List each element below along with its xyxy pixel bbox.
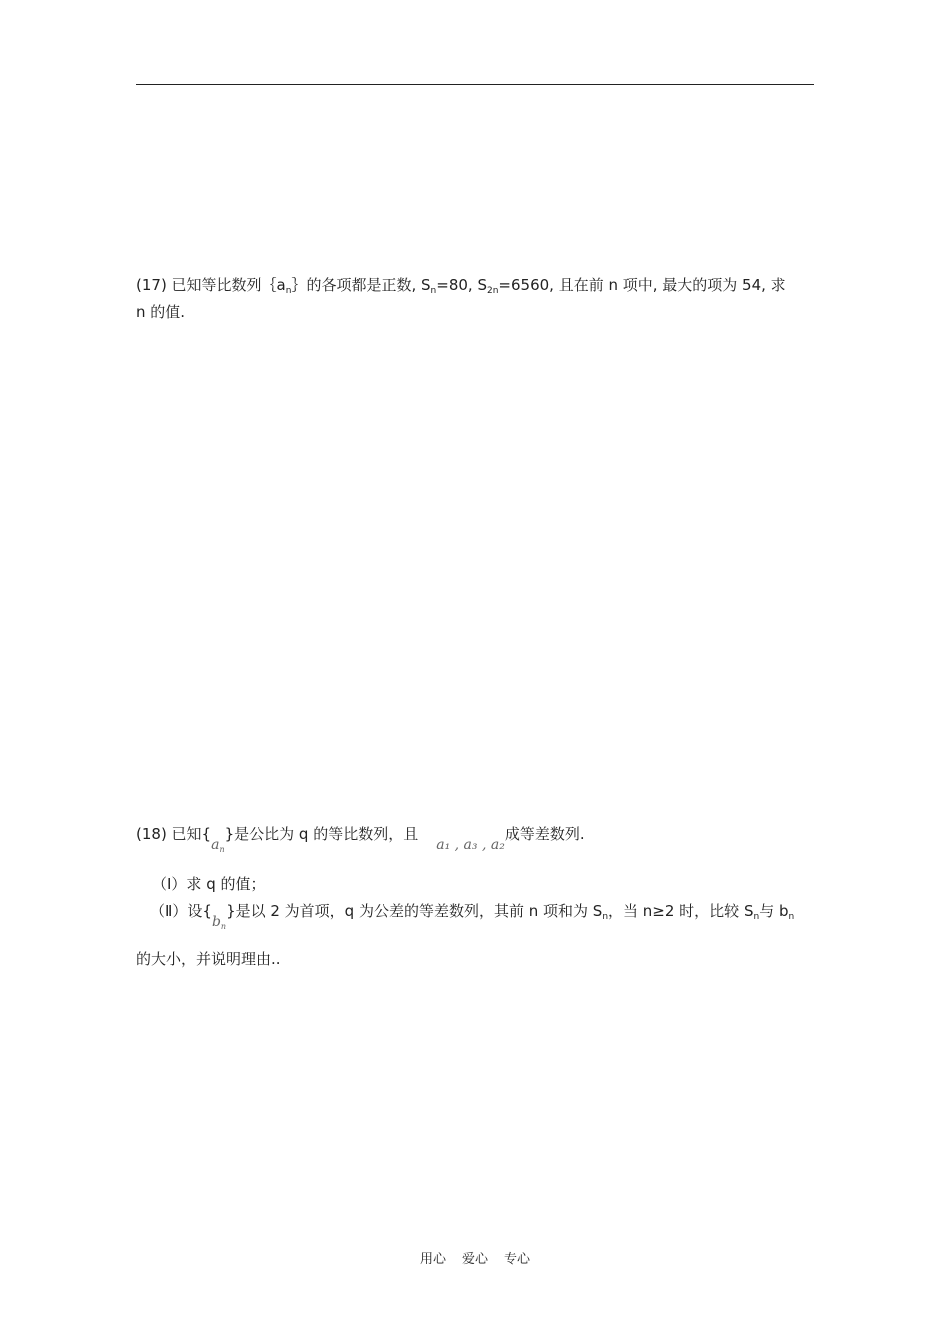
footer-word-1: 用心 bbox=[419, 1252, 446, 1267]
sequence-b-n: $b_n$ bbox=[211, 914, 227, 931]
problem-17-line-2: n 的值. bbox=[136, 303, 186, 321]
math-terms-a1-a3-a2: a₁ , a₃ , a₂ bbox=[436, 837, 505, 853]
sequence-a-n: $a_n$ bbox=[211, 837, 225, 854]
problem-18-part-2-line-2: 的大小，并说明理由.. bbox=[136, 950, 281, 968]
footer-word-3: 专心 bbox=[504, 1252, 531, 1267]
problem-17-line-1: (17) 已知等比数列$\{a_n\}$的各项都是正数, $S_n=80$, $S_{2n}=6560$, 且在前 n 项中, 最大的项为 54, 求 bbox=[136, 276, 786, 296]
footer-word-2: 爱心 bbox=[461, 1252, 488, 1267]
header-rule bbox=[136, 84, 814, 85]
problem-18-part-1: （Ⅰ）求 q 的值； bbox=[152, 875, 266, 893]
problem-18-line-1: (18) 已知$\{a_n\}$是公比为 q 的等比数列，且a₁ , a₃ , a₂成等差数列. bbox=[136, 825, 585, 854]
problem-18-part-2-line-1: （Ⅱ）设$\{b_n\}$是以 2 为首项，q 为公差的等差数列，其前 n 项和为 $S_n$，当 n≥2 时，比较 $S_n$与 $b_n$ bbox=[150, 902, 795, 931]
page-footer bbox=[0, 1248, 950, 1267]
